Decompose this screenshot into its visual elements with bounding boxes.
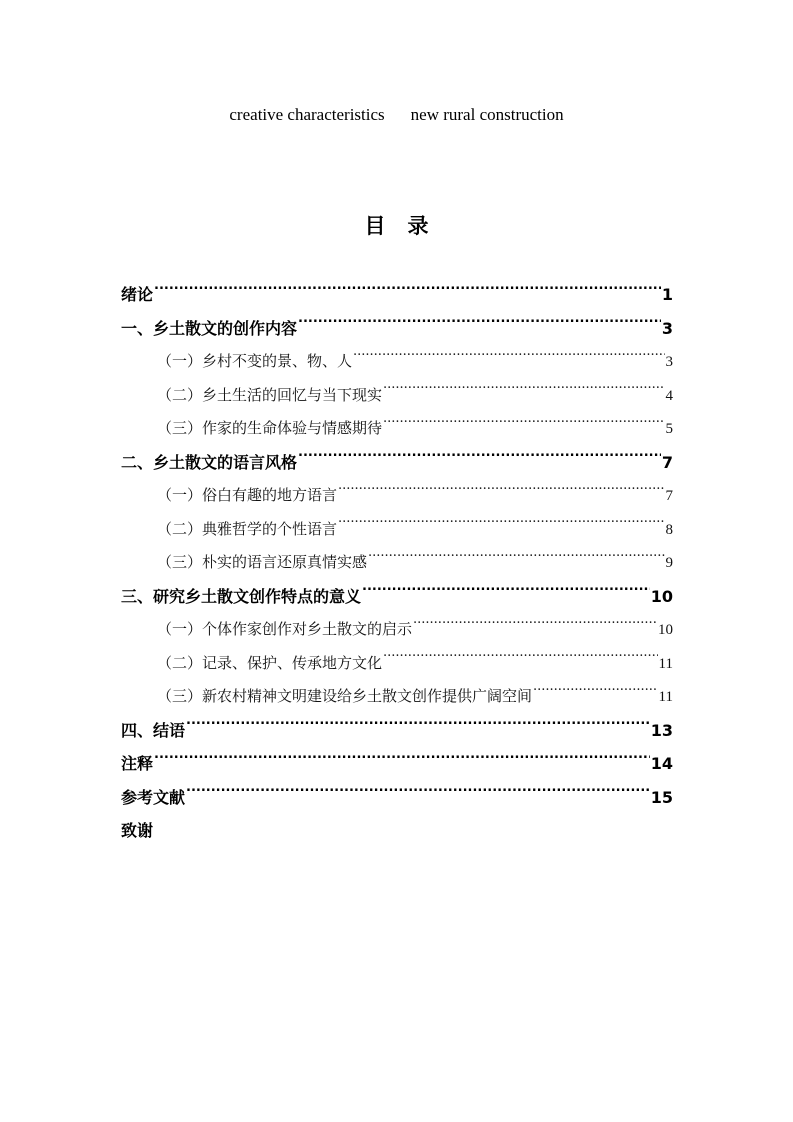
dot-leader: [383, 653, 658, 668]
dot-leader: [338, 485, 664, 500]
toc-entry-introduction[interactable]: [121, 278, 673, 312]
dot-leader: [533, 686, 658, 701]
toc-entry-label: 一、乡土散文的创作内容: [121, 318, 298, 338]
toc-entry-label: 二、乡土散文的语言风格: [121, 452, 298, 472]
keyword-new-rural-construction: new rural construction: [410, 105, 564, 124]
toc-entry-label: （一）个体作家创作对乡土散文的启示: [157, 620, 413, 638]
dot-leader: [154, 284, 661, 300]
dot-leader: [368, 552, 664, 567]
dot-leader: [298, 318, 661, 334]
toc-entry-page: 7: [665, 488, 673, 504]
toc-entry-section-2-2[interactable]: [121, 513, 673, 547]
toc-entry-label: （一）乡村不变的景、物、人: [157, 352, 353, 370]
toc-entry-label: （二）乡土生活的回忆与当下现实: [157, 385, 383, 404]
toc-entry-section-2-1[interactable]: [121, 479, 673, 513]
toc-title-char-2: 录: [407, 214, 429, 238]
toc-entry-section-1-2[interactable]: [121, 379, 673, 413]
toc-entry-label: 参考文献: [121, 787, 186, 807]
toc-entry-label: 四、结语: [121, 720, 186, 740]
dot-leader: [383, 418, 664, 433]
toc-entry-page: 10: [658, 622, 673, 638]
table-of-contents: [121, 278, 673, 848]
toc-entry-page: 13: [650, 720, 673, 740]
toc-entry-notes[interactable]: [121, 747, 673, 781]
toc-entry-section-2-3[interactable]: [121, 546, 673, 580]
toc-entry-chapter-4[interactable]: [121, 714, 673, 748]
toc-entry-page: 3: [661, 318, 673, 338]
toc-entry-page: 11: [658, 689, 673, 705]
toc-entry-label: （二）典雅哲学的个性语言: [157, 519, 338, 538]
toc-title: [0, 210, 793, 240]
toc-entry-section-3-1[interactable]: [121, 613, 673, 647]
toc-entry-label: 绪论: [121, 285, 154, 304]
english-keywords: [0, 105, 793, 125]
toc-entry-page: 8: [665, 521, 673, 538]
toc-entry-page: 11: [658, 655, 673, 672]
toc-entry-label: 注释: [121, 754, 154, 773]
toc-entry-section-3-2[interactable]: [121, 647, 673, 681]
toc-entry-references[interactable]: [121, 781, 673, 815]
toc-entry-chapter-3[interactable]: [121, 580, 673, 614]
toc-entry-label: 三、研究乡土散文创作特点的意义: [121, 586, 362, 606]
toc-entry-page: 9: [665, 555, 673, 571]
dot-leader: [298, 452, 661, 468]
toc-entry-page: 5: [665, 421, 673, 437]
dot-leader: [362, 586, 650, 602]
toc-entry-label: 致谢: [121, 821, 154, 840]
toc-entry-label: （三）新农村精神文明建设给乡土散文创作提供广阔空间: [157, 687, 533, 705]
toc-entry-label: （二）记录、保护、传承地方文化: [157, 653, 383, 672]
toc-entry-page: 3: [665, 354, 673, 370]
toc-entry-section-3-3[interactable]: [121, 680, 673, 714]
toc-title-char-1: 目: [364, 214, 386, 238]
dot-leader: [186, 720, 650, 736]
toc-entry-chapter-2[interactable]: [121, 446, 673, 480]
toc-entry-label: （三）朴实的语言还原真情实感: [157, 553, 368, 571]
dot-leader: [383, 385, 664, 400]
toc-entry-page: 10: [650, 586, 673, 606]
toc-entry-section-1-3[interactable]: [121, 412, 673, 446]
toc-entry-label: （三）作家的生命体验与情感期待: [157, 419, 383, 437]
toc-entry-label: （一）俗白有趣的地方语言: [157, 486, 338, 504]
toc-entry-section-1-1[interactable]: [121, 345, 673, 379]
toc-entry-page: 1: [661, 285, 673, 304]
toc-entry-acknowledgements[interactable]: [121, 814, 673, 848]
toc-entry-page: 15: [650, 787, 673, 807]
dot-leader: [186, 787, 650, 803]
toc-entry-chapter-1[interactable]: [121, 312, 673, 346]
keyword-creative-characteristics: creative characteristics: [229, 105, 385, 124]
dot-leader: [338, 519, 664, 534]
dot-leader: [154, 753, 650, 769]
dot-leader: [353, 351, 664, 366]
dot-leader: [413, 619, 657, 634]
toc-entry-page: 4: [665, 387, 673, 404]
toc-entry-page: 7: [661, 452, 673, 472]
toc-entry-page: 14: [650, 754, 673, 773]
